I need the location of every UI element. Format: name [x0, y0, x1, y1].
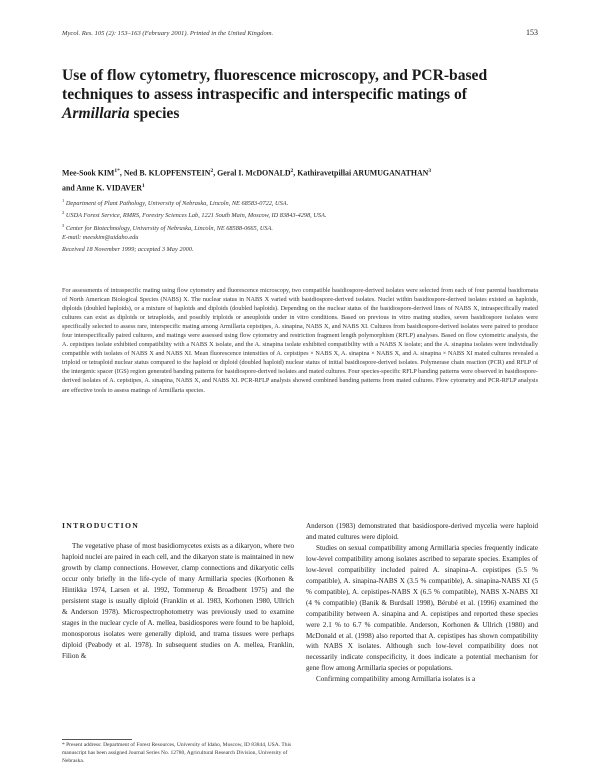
footnote-divider	[62, 739, 132, 740]
affiliation-mark: 3	[62, 222, 65, 228]
author-affiliation-mark: 1*	[114, 168, 120, 174]
affiliation-mark: 1	[62, 198, 65, 203]
section-heading-introduction: INTRODUCTION	[62, 521, 140, 530]
affiliation-text: USDA Forest Service, RMRS, Forestry Sciences Lab, 1221 South Main, Moscow, ID 83843-4298, USA.	[64, 212, 327, 220]
author-name: , Ned B. KLOPFENSTEIN	[119, 168, 211, 178]
title-genus: Armillaria	[62, 105, 130, 122]
title-part-1: Use of flow cytometry, fluorescence microscopy, and PCR-based techniques to assess intraspecific and interspecific matings of	[62, 67, 488, 103]
author-name: , Geral I. McDONALD	[213, 168, 291, 178]
affiliation-line	[62, 208, 538, 220]
affiliation-text: Department of Plant Pathology, University of Nebraska, Lincoln, NE 68583-0722, USA.	[64, 200, 289, 208]
article-title	[62, 66, 532, 123]
affiliation-line	[62, 196, 538, 208]
author-affiliation-mark: 2	[210, 168, 214, 174]
author-name: Mee-Sook KIM	[62, 168, 115, 178]
page-number: 153	[526, 28, 538, 37]
body-paragraph: Confirming compatibility among Armillaria isolates is a	[316, 675, 476, 684]
author-affiliation-mark: 2	[290, 168, 294, 174]
footnote: * Present address: Department of Forest Resources, University of Idaho, Moscow, ID 83844, USA. This manuscript has been assigned Journal Series No. 12780, Agricultural Research Division, University of Nebraska.	[62, 742, 292, 764]
received-dates: Received 18 November 1999; accepted 3 May 2000.	[62, 246, 194, 253]
title-part-2: species	[129, 105, 180, 122]
left-column	[62, 521, 294, 661]
right-column	[306, 521, 538, 685]
affiliations	[62, 196, 538, 242]
body-paragraph: Studies on sexual compatibility among Armillaria species frequently indicate low-level compatibility among isolates ascribed to separate species. Examples of low-level compatibility included paired A. sinapina-A. cepistipes (5.5 % compatible), A. sinapina-NABS X (3.5 % compatible), A. sinapina-NABS XI (5 % compatible), A. cepistipes-NABS X (6.5 % compatible), NABS X-NABS XI (4 % compatible) (Banik & Burdsall 1998), Bérubé et al. (1996) examined the compatibility between A. sinapina and A. cepistipes and reported these species were 2.1 % to 6.7 % compatible. Anderson, Korhonen & Ullrich (1980) and McDonald et al. (1998) also reported that A. cepistipes has shown compatibility with NABS X isolates. Although such low-level compatibility does not necessarily indicate conspecificity, it does indicate a potential mechanism for gene flow among Armillaria species or populations.	[306, 543, 538, 673]
author-list	[62, 165, 538, 194]
body-paragraph: The vegetative phase of most basidiomycetes exists as a dikaryon, where two haploid nuclei are paired in each cell, and the dikaryon state is maintained in new growth by clamp connections. However, clamp connections and dikaryotic cells occur only briefly in the life-cycle of many Armillaria species (Korhonen & Hintikka 1974, Larsen et al. 1992, Tommerup & Broadbent 1975) and the persistent stage is usually diploid (Franklin et al. 1983, Korhonen 1980, Ullrich & Anderson 1978). Microspectrophotometry was previously used to examine stages in the nuclear cycle of A. mellea, basidiospores were found to be haploid, monosporous isolates were generally diploid, and trama tissues were perhaps diploid (Peabody et al. 1978). In subsequent studies on A. mellea, Franklin, Filion &	[62, 542, 294, 660]
affiliation-text: Center for Biotechnology, University of Nebraska, Lincoln, NE 68588-0665, USA.	[64, 224, 273, 232]
author-affiliation-mark: 1	[141, 182, 145, 189]
email-line: E-mail: meeskim@uidaho.edu	[62, 233, 139, 241]
author-name: and Anne K. VIDAVER	[62, 183, 142, 193]
affiliation-line	[62, 221, 538, 233]
affiliation-mark: 2	[62, 210, 65, 216]
running-head: Mycol. Res. 105 (2): 153–163 (February 2001). Printed in the United Kingdom.	[62, 30, 274, 37]
author-affiliation-mark: 3	[428, 168, 432, 174]
body-paragraph: Anderson (1983) demonstrated that basidiospore-derived mycelia were haploid and mated cultures were diploid.	[306, 522, 538, 541]
abstract: For assessments of intraspecific mating using flow cytometry and fluorescence microscopy, two compatible basidiospore-derived isolates were selected from each of four parental basidiomata of North American Biological Species (NABS) X. The nuclear status in NABS X varied with basidiospore-derived isolates. Nuclei within basidiospore-derived isolates existed as haploids, diploids (doubled haploids), or a mixture of haploids and diploids (doubled haploids). Depending on the nuclear status of the basidiospore-derived lines of NABS X, intraspecifically mated cultures can exist as diploids or tetraploids, and possibly triploids or aneuploids under in vitro conditions. Based on previous in vitro mating studies, seven basidiospore isolates were specifically selected to assess rare, interspecific mating among Armillaria cepistipes, A. sinapina, NABS X, and NABS XI. Cultures from basidiospore-derived isolates were paired to produce four interspecifically paired cultures, and matings were assessed using flow cytometry and restriction fragment length polymorphism (RFLP) analyses. Based on flow cytometric analysis, the A. cepistipes isolate exhibited compatibility with a NABS X isolate, and the A. sinapina isolate exhibited compatibility with a NABS X isolate; and the A. sinapina isolates were individually compatible with isolates of NABS X and NABS XI. Mean fluorescence intensities of A. cepistipes × NABS X, A. sinapina × NABS X, and A. sinapina × NABS XI mated cultures revealed a triploid or tetraploid nuclear status compared to the haploid or diploid (doubled haploid) nuclear status of initial basidiospore-derived isolates. Polymerase chain reaction (PCR) and RFLP of the intergenic spacer (IGS) region generated banding patterns for basidiospore-derived isolates and mated cultures. Four species-specific RFLP banding patterns were observed in basidiospore-derived isolates of A. cepistipes, A. sinapina, NABS X, and NABS XI. PCR-RFLP analysis showed combined banding patterns from mated cultures. Flow cytometry and PCR-RFLP analysis are effective tools to assess matings of Armillaria species.	[62, 287, 538, 394]
author-name: , Kathiravetpillai ARUMUGANATHAN	[293, 168, 429, 178]
